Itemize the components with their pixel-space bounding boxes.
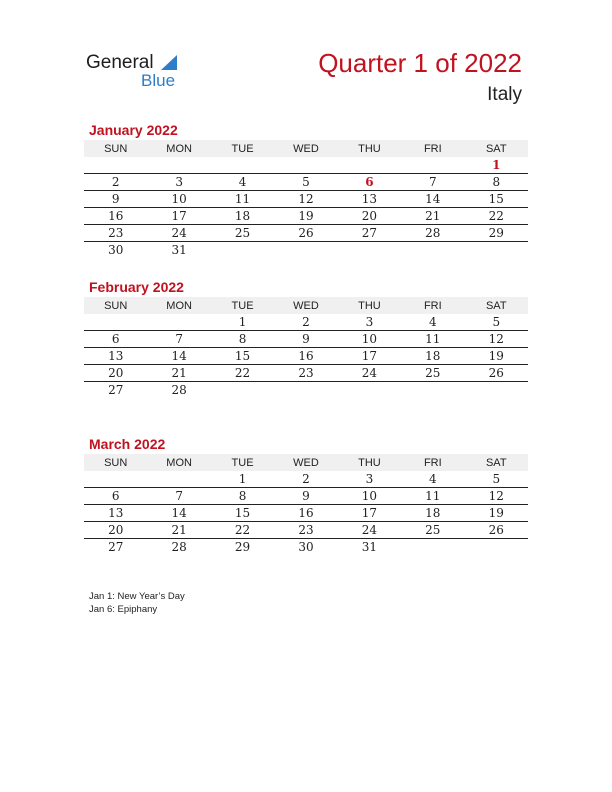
day-cell: 6: [84, 331, 147, 348]
empty-day-cell: [401, 382, 464, 399]
day-cell: 11: [401, 331, 464, 348]
weekday-header-row: [84, 454, 528, 471]
week-row: [84, 348, 528, 365]
weekday-label: TUE: [211, 140, 274, 157]
week-row: [84, 157, 528, 174]
calendar-grid: [84, 140, 528, 258]
day-cell: 12: [465, 488, 528, 505]
day-cell: 26: [465, 522, 528, 539]
empty-day-cell: [211, 157, 274, 174]
day-cell: 27: [108, 540, 124, 554]
day-cell: 24: [338, 365, 401, 382]
weekday-label: MON: [147, 297, 210, 314]
day-cell: 7: [147, 488, 210, 505]
day-cell: 15: [211, 348, 274, 365]
week-row: [84, 382, 528, 399]
day-cell: 29: [234, 540, 251, 554]
day-cell: 20: [84, 522, 147, 539]
day-cell: 3: [338, 471, 401, 488]
day-cell: 17: [338, 505, 401, 522]
empty-day-cell: [84, 314, 147, 331]
day-cell: 10: [147, 191, 210, 208]
day-cell: 30: [108, 243, 124, 257]
day-cell: 8: [211, 488, 274, 505]
day-cell: 9: [84, 191, 147, 208]
weekday-label: THU: [338, 140, 401, 157]
empty-day-cell: [147, 314, 210, 331]
day-cell: 5: [465, 471, 528, 488]
week-row: [84, 365, 528, 382]
empty-day-cell: [211, 382, 274, 399]
day-cell: 1: [211, 314, 274, 331]
day-cell: 22: [211, 522, 274, 539]
empty-day-cell: [338, 382, 401, 399]
day-cell: 13: [84, 505, 147, 522]
day-cell: 2: [274, 471, 337, 488]
empty-day-cell: [338, 242, 401, 259]
week-row: [84, 242, 528, 259]
day-cell: 31: [361, 540, 378, 554]
empty-day-cell: [147, 471, 210, 488]
day-cell: 8: [211, 331, 274, 348]
empty-day-cell: [465, 382, 528, 399]
weekday-label: THU: [338, 297, 401, 314]
day-cell: 15: [465, 191, 528, 208]
empty-day-cell: [465, 242, 528, 259]
week-row: [84, 539, 528, 556]
day-cell: 20: [84, 365, 147, 382]
weekday-label: SUN: [84, 140, 147, 157]
week-row: [84, 505, 528, 522]
week-row: [84, 522, 528, 539]
day-cell: 22: [211, 365, 274, 382]
day-cell: 17: [147, 208, 210, 225]
day-cell: 18: [401, 505, 464, 522]
day-cell: 27: [338, 225, 401, 242]
week-row: [84, 174, 528, 191]
empty-day-cell: [84, 471, 147, 488]
month-february: [84, 279, 528, 398]
weekday-label: SAT: [465, 297, 528, 314]
weekday-label: TUE: [211, 297, 274, 314]
weekday-label: FRI: [401, 297, 464, 314]
day-cell: 25: [401, 522, 464, 539]
day-cell: 10: [338, 331, 401, 348]
empty-day-cell: [465, 539, 528, 556]
country-label: Italy: [487, 84, 522, 105]
week-row: [84, 488, 528, 505]
empty-day-cell: [401, 157, 464, 174]
weekday-label: SAT: [465, 140, 528, 157]
day-cell: 20: [338, 208, 401, 225]
day-cell: 25: [211, 225, 274, 242]
page-title: Quarter 1 of 2022: [318, 48, 522, 78]
week-row: [84, 225, 528, 242]
day-cell: 5: [465, 314, 528, 331]
day-cell: 28: [171, 383, 187, 397]
day-cell: 12: [465, 331, 528, 348]
day-cell: 14: [147, 348, 210, 365]
day-cell: 30: [298, 540, 314, 554]
empty-day-cell: [84, 157, 147, 174]
weekday-label: SUN: [84, 297, 147, 314]
day-cell: 23: [84, 225, 147, 242]
day-cell: 1: [211, 471, 274, 488]
weekday-label: SAT: [465, 454, 528, 471]
week-row: [84, 208, 528, 225]
week-row: [84, 331, 528, 348]
day-cell: 12: [274, 191, 337, 208]
month-title: January 2022: [89, 122, 178, 138]
weekday-label: THU: [338, 454, 401, 471]
day-cell: 31: [171, 243, 187, 257]
weekday-label: WED: [274, 297, 337, 314]
empty-day-cell: [147, 157, 210, 174]
day-cell: 15: [211, 505, 274, 522]
day-cell: 4: [211, 174, 274, 191]
week-row: [84, 471, 528, 488]
calendar-grid: [84, 454, 528, 555]
weekday-header-row: [84, 297, 528, 314]
weekday-label: FRI: [401, 140, 464, 157]
day-cell: 26: [465, 365, 528, 382]
empty-day-cell: [274, 242, 337, 259]
day-cell: 19: [465, 348, 528, 365]
day-cell: 13: [84, 348, 147, 365]
day-cell: 26: [274, 225, 337, 242]
day-cell: 21: [401, 208, 464, 225]
month-march: [84, 436, 528, 555]
day-cell: 18: [401, 348, 464, 365]
month-title: February 2022: [89, 279, 184, 295]
day-cell: 18: [211, 208, 274, 225]
weekday-label: MON: [147, 454, 210, 471]
empty-day-cell: [274, 157, 337, 174]
weekday-label: FRI: [401, 454, 464, 471]
day-cell: 27: [108, 383, 124, 397]
day-cell: 14: [147, 505, 210, 522]
holiday-day-cell: 6: [338, 174, 401, 191]
day-cell: 4: [401, 314, 464, 331]
logo-general-text: General: [86, 52, 154, 73]
holiday-note: Jan 6: Epiphany: [89, 604, 158, 615]
day-cell: 21: [147, 365, 210, 382]
day-cell: 5: [274, 174, 337, 191]
empty-day-cell: [274, 382, 337, 399]
week-row: [84, 314, 528, 331]
day-cell: 11: [211, 191, 274, 208]
holiday-note: Jan 1: New Year’s Day: [89, 591, 185, 602]
day-cell: 9: [274, 488, 337, 505]
day-cell: 28: [171, 540, 187, 554]
day-cell: 2: [84, 174, 147, 191]
day-cell: 14: [401, 191, 464, 208]
logo-triangle-icon: [161, 55, 177, 70]
day-cell: 10: [338, 488, 401, 505]
day-cell: 17: [338, 348, 401, 365]
day-cell: 16: [274, 348, 337, 365]
day-cell: 19: [465, 505, 528, 522]
logo-blue-text: Blue: [141, 71, 176, 90]
day-cell: 7: [147, 331, 210, 348]
day-cell: 11: [401, 488, 464, 505]
day-cell: 19: [274, 208, 337, 225]
empty-day-cell: [338, 157, 401, 174]
day-cell: 4: [401, 471, 464, 488]
empty-day-cell: [401, 242, 464, 259]
weekday-label: WED: [274, 140, 337, 157]
weekday-label: WED: [274, 454, 337, 471]
empty-day-cell: [211, 242, 274, 259]
day-cell: 24: [147, 225, 210, 242]
week-row: [84, 191, 528, 208]
day-cell: 3: [338, 314, 401, 331]
calendar-grid: [84, 297, 528, 398]
month-january: [84, 122, 528, 258]
day-cell: 23: [274, 522, 337, 539]
day-cell: 8: [465, 174, 528, 191]
day-cell: 21: [147, 522, 210, 539]
month-title: March 2022: [89, 436, 166, 452]
generalblue-logo: [86, 52, 196, 88]
day-cell: 22: [465, 208, 528, 225]
day-cell: 3: [147, 174, 210, 191]
empty-day-cell: [401, 539, 464, 556]
day-cell: 9: [274, 331, 337, 348]
weekday-label: SUN: [84, 454, 147, 471]
day-cell: 6: [84, 488, 147, 505]
day-cell: 25: [401, 365, 464, 382]
day-cell: 28: [401, 225, 464, 242]
weekday-label: TUE: [211, 454, 274, 471]
day-cell: 23: [274, 365, 337, 382]
day-cell: 2: [274, 314, 337, 331]
day-cell: 24: [338, 522, 401, 539]
day-cell: 7: [401, 174, 464, 191]
day-cell: 29: [465, 225, 528, 242]
holiday-notes: [89, 590, 185, 616]
day-cell: 16: [84, 208, 147, 225]
weekday-label: MON: [147, 140, 210, 157]
weekday-header-row: [84, 140, 528, 157]
day-cell: 13: [338, 191, 401, 208]
holiday-day-cell: 1: [465, 157, 528, 174]
day-cell: 16: [274, 505, 337, 522]
